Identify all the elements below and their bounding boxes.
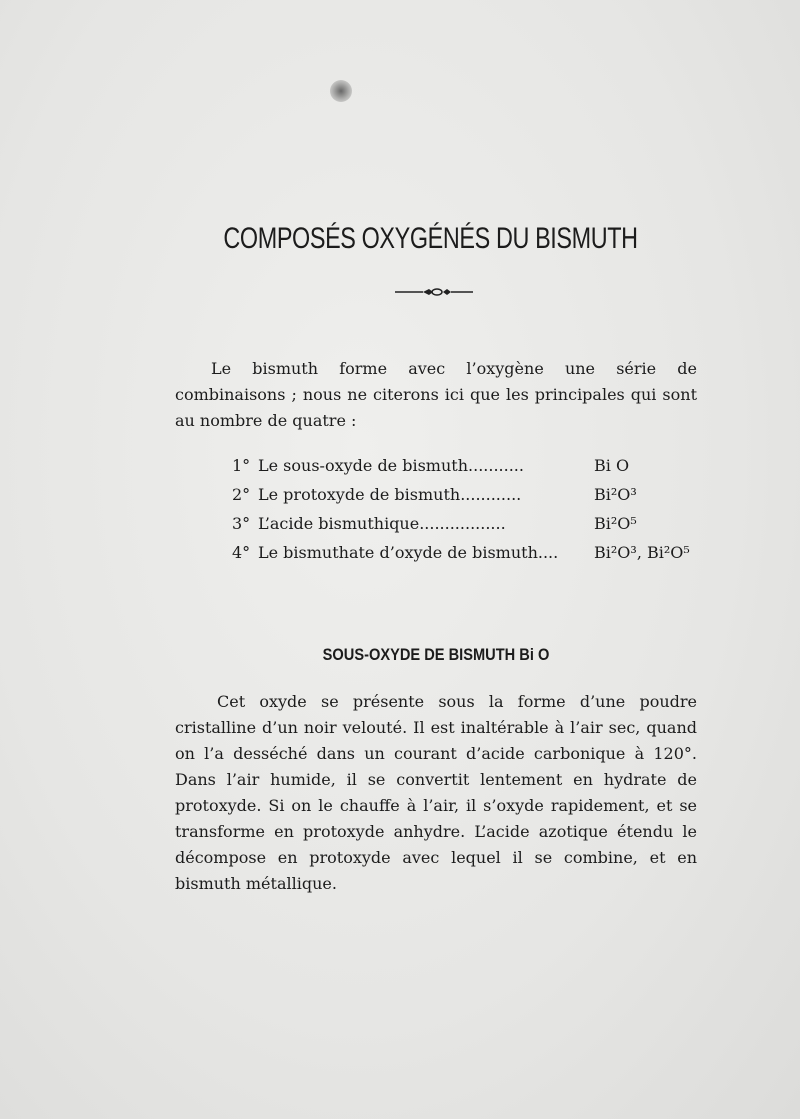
item-formula: Bi²O³, Bi²O⁵	[594, 543, 690, 562]
item-label: Le protoxyde de bismuth............	[258, 485, 522, 504]
ornament-divider-icon	[393, 286, 475, 298]
item-label: Le sous-oxyde de bismuth...........	[258, 456, 524, 475]
intro-paragraph: Le bismuth forme avec l’oxygène une série de combinaisons ; nous ne citerons ici que les principales qui sont au nombre de quatre :	[175, 359, 697, 430]
compound-list	[232, 451, 702, 567]
list-item	[232, 480, 702, 509]
item-number: 3°	[232, 514, 251, 533]
page-title: COMPOSÉS OXYGÉNÉS DU BISMUTH	[223, 222, 638, 255]
item-label: L’acide bismuthique.................	[258, 514, 506, 533]
item-formula: Bi O	[594, 456, 630, 475]
list-item	[232, 538, 702, 567]
list-item	[232, 509, 702, 538]
ink-blot-mark	[330, 80, 352, 102]
item-formula: Bi²O³	[594, 485, 637, 504]
list-item	[232, 451, 702, 480]
item-number: 1°	[232, 456, 251, 475]
item-label: Le bismuthate d’oxyde de bismuth....	[258, 543, 559, 562]
item-formula: Bi²O⁵	[594, 514, 637, 533]
section-paragraph: Cet oxyde se présente sous la forme d’une poudre cristalline d’un noir velouté. Il est inaltérable à l’air sec, quand on l’a desséché dans un courant d’acide carbonique à 120°. Dans l’air humide, il se convertit lentement en hydrate de protoxyde. Si on le chauffe à l’air, il s’oxyde rapidement, et se transforme en protoxyde anhydre. L’acide azotique étendu le décompose en protoxyde avec lequel il se combine, et en bismuth métallique.	[175, 692, 697, 893]
section-heading: SOUS-OXYDE DE BISMUTH Bi O	[322, 645, 550, 664]
item-number: 4°	[232, 543, 251, 562]
item-number: 2°	[232, 485, 251, 504]
